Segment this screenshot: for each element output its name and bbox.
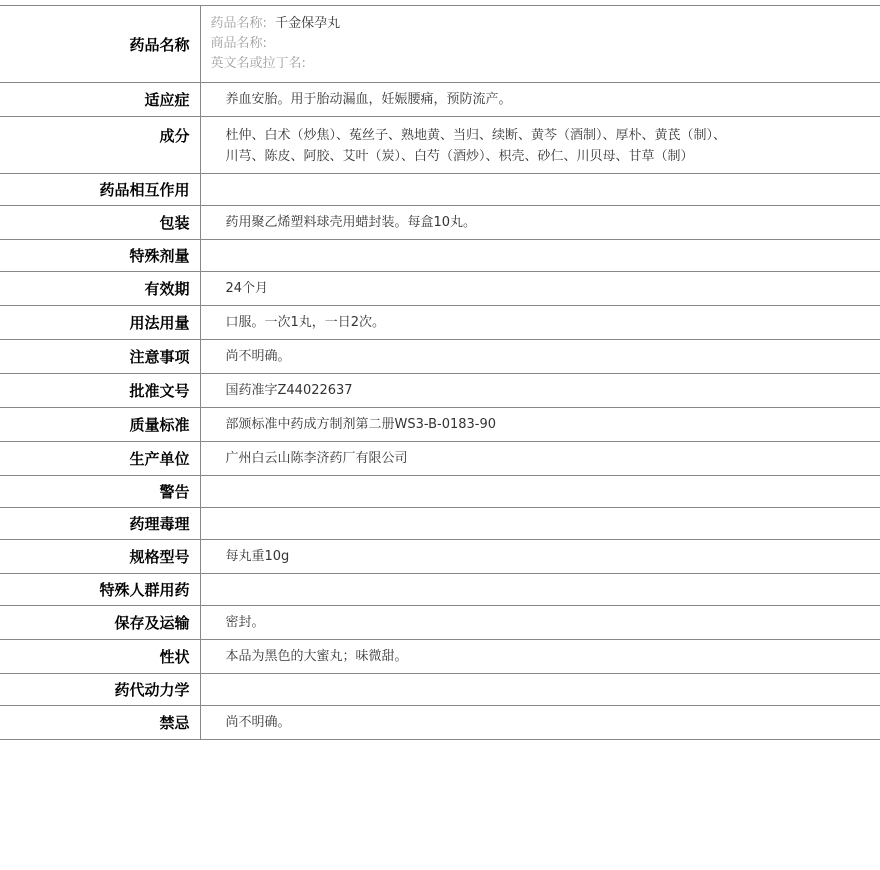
row-label: 药理毒理	[0, 508, 200, 540]
row-value: 每丸重10g	[225, 549, 290, 564]
row-label: 保存及运输	[0, 606, 200, 640]
row-indications	[0, 83, 880, 117]
ingredients-line-1: 杜仲、白术（炒焦）、菟丝子、熟地黄、当归、续断、黄芩（酒制）、厚朴、黄芪（制）、	[225, 128, 727, 143]
row-appearance	[0, 640, 880, 674]
row-value: 尚不明确。	[225, 349, 291, 364]
row-shelf-life	[0, 272, 880, 306]
row-special-dosage	[0, 240, 880, 272]
row-contraindications	[0, 706, 880, 740]
drug-info-table	[0, 5, 880, 740]
row-label: 质量标准	[0, 408, 200, 442]
row-packaging	[0, 206, 880, 240]
row-specification	[0, 540, 880, 574]
row-label: 批准文号	[0, 374, 200, 408]
row-drug-interactions	[0, 174, 880, 206]
row-value: 国药准字Z44022637	[225, 383, 353, 398]
row-label: 药代动力学	[0, 674, 200, 706]
row-storage-transport	[0, 606, 880, 640]
row-ingredients	[0, 117, 880, 174]
row-label: 有效期	[0, 272, 200, 306]
row-label: 禁忌	[0, 706, 200, 740]
row-label: 规格型号	[0, 540, 200, 574]
drug-names-cell	[200, 6, 880, 83]
row-label: 警告	[0, 476, 200, 508]
row-quality-standard	[0, 408, 880, 442]
generic-name-label: 药品名称:	[210, 16, 267, 31]
row-value	[200, 174, 880, 206]
row-drug-names	[0, 6, 880, 83]
row-value: 口服。一次1丸，一日2次。	[225, 315, 386, 330]
row-value	[200, 574, 880, 606]
row-warning	[0, 476, 880, 508]
row-pharmacokinetics	[0, 674, 880, 706]
row-value: 药用聚乙烯塑料球壳用蜡封装。每盒10丸。	[225, 215, 477, 230]
row-value: 养血安胎。用于胎动漏血，妊娠腰痛，预防流产。	[225, 92, 512, 107]
row-label: 包装	[0, 206, 200, 240]
row-value	[200, 240, 880, 272]
row-manufacturer	[0, 442, 880, 476]
row-label: 成分	[0, 117, 200, 174]
english-name-label: 英文名或拉丁名:	[210, 56, 306, 71]
row-precautions	[0, 340, 880, 374]
row-label: 用法用量	[0, 306, 200, 340]
row-label: 特殊剂量	[0, 240, 200, 272]
row-pharmacology	[0, 508, 880, 540]
trade-name-label: 商品名称:	[210, 36, 267, 51]
row-approval-number	[0, 374, 880, 408]
row-label: 生产单位	[0, 442, 200, 476]
row-label: 性状	[0, 640, 200, 674]
row-value: 24个月	[225, 281, 269, 296]
row-value: 部颁标准中药成方制剂第二册WS3-B-0183-90	[225, 417, 497, 432]
row-value: 广州白云山陈李济药厂有限公司	[225, 451, 408, 466]
row-label: 注意事项	[0, 340, 200, 374]
row-value: 尚不明确。	[225, 715, 291, 730]
row-value	[200, 117, 880, 174]
ingredients-line-2: 川芎、陈皮、阿胶、艾叶（炭）、白芍（酒炒）、枳壳、砂仁、川贝母、甘草（制）	[225, 149, 694, 164]
row-label: 药品相互作用	[0, 174, 200, 206]
row-value: 本品为黑色的大蜜丸；味微甜。	[225, 649, 408, 664]
row-value	[200, 508, 880, 540]
row-value	[200, 674, 880, 706]
generic-name-line	[211, 14, 871, 34]
row-label: 特殊人群用药	[0, 574, 200, 606]
row-value: 密封。	[225, 615, 265, 630]
row-value	[200, 476, 880, 508]
row-special-populations	[0, 574, 880, 606]
generic-name-value: 千金保孕丸	[275, 16, 341, 31]
row-usage-dosage	[0, 306, 880, 340]
row-label: 适应症	[0, 83, 200, 117]
row-label: 药品名称	[0, 6, 200, 83]
